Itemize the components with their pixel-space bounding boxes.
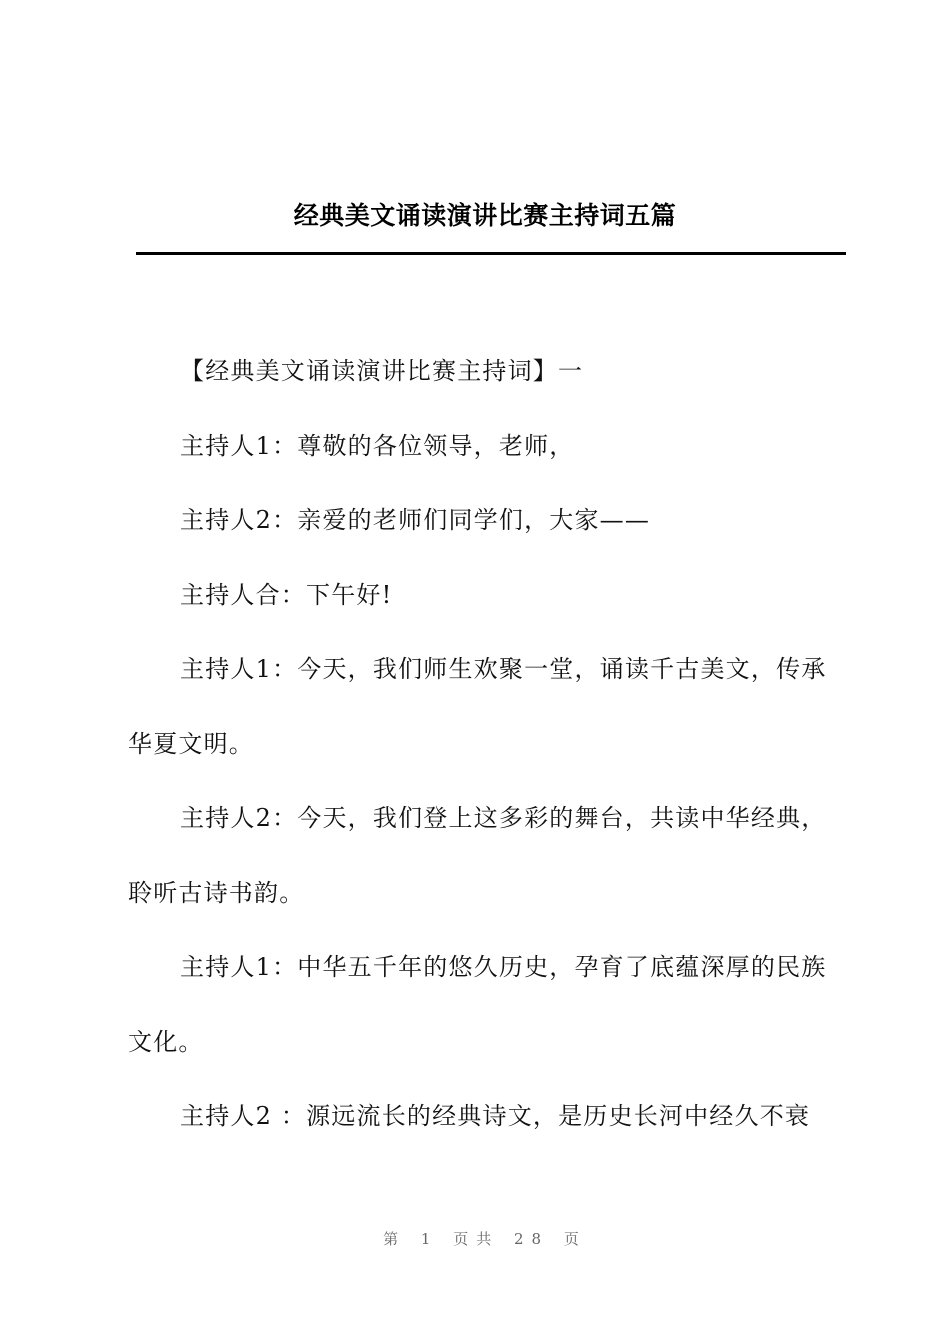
paragraph: 主持人1：尊敬的各位领导，老师， bbox=[180, 431, 575, 460]
paragraph-heading: 【经典美文诵读演讲比赛主持词】一 bbox=[180, 357, 584, 385]
paragraph: 主持人1：中华五千年的悠久历史，孕育了底蕴深厚的民族文化。 bbox=[128, 953, 827, 1056]
paragraph: 主持人1：今天，我们师生欢聚一堂，诵读千古美文，传承华夏文明。 bbox=[128, 655, 827, 758]
paragraph: 主持人2：亲爱的老师们同学们，大家—— bbox=[180, 506, 651, 534]
paragraph: 主持人合：下午好! bbox=[180, 580, 393, 609]
page-number-footer: 第 1 页共 28 页 bbox=[383, 1230, 587, 1248]
paragraph: 主持人2 ：源远流长的经典诗文，是历史长河中经久不衰 bbox=[180, 1102, 811, 1130]
document-title: 经典美文诵读演讲比赛主持词五篇 bbox=[293, 201, 677, 230]
title-divider bbox=[136, 252, 846, 255]
paragraph: 主持人2：今天，我们登上这多彩的舞台，共读中华经典，聆听古诗书韵。 bbox=[128, 804, 827, 907]
document-body bbox=[128, 334, 838, 1154]
